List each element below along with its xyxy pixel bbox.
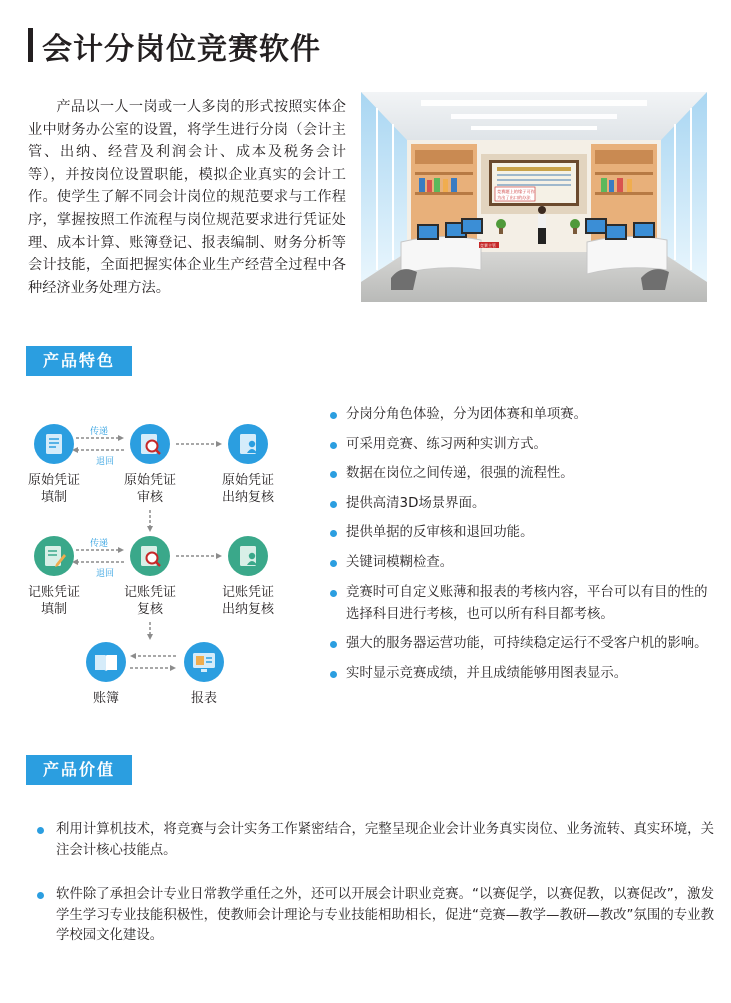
feature-item: 数据在岗位之间传递，很强的流程性。 — [328, 463, 713, 485]
feature-item: 强大的服务器运营功能，可持续稳定运行不受客户机的影响。 — [328, 633, 713, 655]
value-list — [36, 820, 714, 947]
value-item: 利用计算机技术，将竞赛与会计实务工作紧密结合，完整呈现企业会计业务真实岗位、业务流转、真实环境，关注会计核心技能点。 — [36, 820, 714, 861]
document-icon — [34, 424, 74, 464]
features-list — [328, 404, 713, 692]
pass-label-1: 传递 — [90, 427, 109, 437]
intro-paragraph — [28, 96, 346, 299]
node-report: 报表 — [156, 642, 252, 707]
book-icon — [86, 642, 126, 682]
feature-item: 竞赛时可自定义账薄和报表的考核内容，平台可以有目的性的选择科目进行考核，也可以所有科目都考核。 — [328, 582, 713, 626]
arrow-down-2 — [147, 622, 153, 640]
office-scene-image — [361, 92, 707, 302]
intro-text: 产品以一人一岗或一人多岗的形式按照实体企业中财务办公室的设置，将学生进行分岗（会计主管、出纳、经营及利润会计、成本及税务会计等），并按岗位设置职能，模拟企业真实的会计工作。使学生了解不同会计岗位的规范要求与工作程序，掌握按照工作流程与岗位规范要求进行凭证处理、成本计算、账簿登记、报表编制、财务分析等会计技能，全面把握实体企业生产经营全过程中各种经济业务处理方法。 — [28, 99, 346, 296]
node-original-voucher-review: 原始凭证 审核 — [102, 424, 198, 506]
node-accounting-voucher-review: 记账凭证 复核 — [102, 536, 198, 618]
person-document-icon — [228, 424, 268, 464]
feature-item: 提供单据的反审核和退回功能。 — [328, 522, 713, 544]
page-title: 会计分岗位竞赛软件 — [42, 32, 321, 67]
svg-text:竞赛题上的缘子可作: 竞赛题上的缘子可作 — [497, 189, 535, 194]
pencil-document-icon — [34, 536, 74, 576]
svg-text:竞赛主管: 竞赛主管 — [480, 243, 496, 248]
node-accounting-voucher-fill: 记账凭证 填制 — [6, 536, 102, 618]
feature-item: 可采用竞赛、练习两种实训方式。 — [328, 434, 713, 456]
node-ledger: 账簿 — [58, 642, 154, 707]
section-header-features: 产品特色 — [26, 346, 132, 376]
monitor-icon — [184, 642, 224, 682]
magnifier-icon — [130, 536, 170, 576]
arrow-down-1 — [147, 510, 153, 532]
section-header-value: 产品价值 — [26, 755, 132, 785]
return-label-2: 退回 — [96, 569, 115, 579]
workflow-diagram — [0, 400, 320, 720]
feature-item: 关键词模糊检查。 — [328, 552, 713, 574]
node-accounting-voucher-cashier-check: 记账凭证 出纳复核 — [200, 536, 296, 618]
person-document-icon — [228, 536, 268, 576]
title-accent-bar — [28, 28, 33, 62]
feature-item: 提供高清3D场景界面。 — [328, 493, 713, 515]
svg-text:为出了出口的办法: 为出了出口的办法 — [497, 195, 531, 200]
feature-item: 实时显示竞赛成绩，并且成绩能够用图表显示。 — [328, 663, 713, 685]
feature-item: 分岗分角色体验，分为团体赛和单项赛。 — [328, 404, 713, 426]
node-original-voucher-cashier-check: 原始凭证 出纳复核 — [200, 424, 296, 506]
return-label-1: 退回 — [96, 457, 115, 467]
magnifier-icon — [130, 424, 170, 464]
pass-label-2: 传递 — [90, 539, 109, 549]
value-item: 软件除了承担会计专业日常教学重任之外，还可以开展会计职业竞赛。“以赛促学，以赛促教，以赛促改”，激发学生学习专业技能积极性，使教师会计理论与专业技能相助相长，促进“竞赛—教学—教研—教改”氛围的专业教学校园文化建设。 — [36, 885, 714, 947]
node-original-voucher-fill: 原始凭证 填制 — [6, 424, 102, 506]
